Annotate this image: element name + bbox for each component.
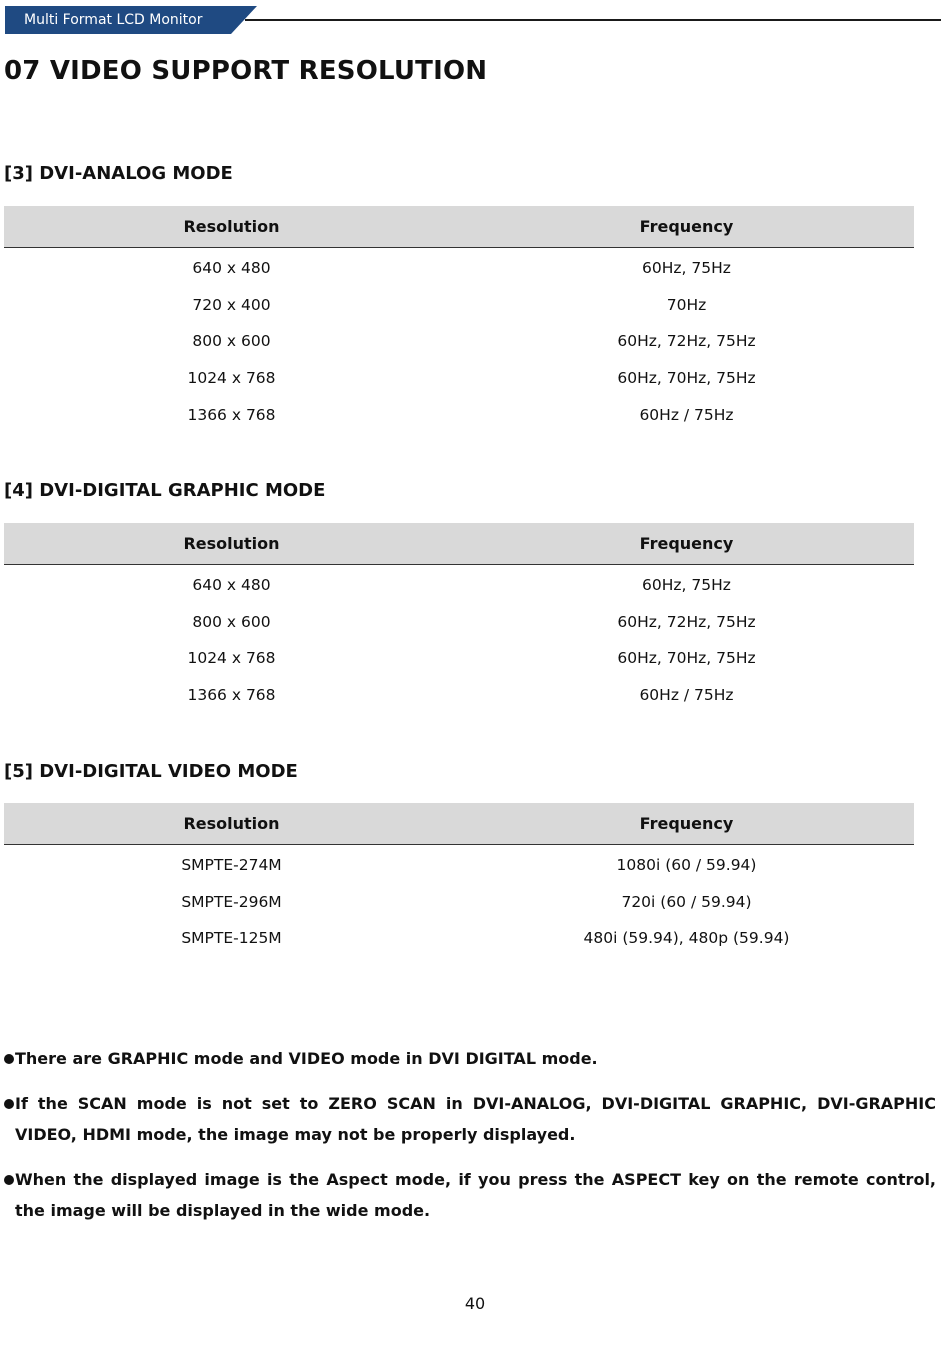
table-row [4,565,914,604]
table-row [4,884,914,921]
cell-frequency: 60Hz, 75Hz [642,259,731,278]
cell-resolution: 1366 x 768 [187,686,276,705]
column-header-resolution: Resolution [4,206,459,248]
header-rule [245,19,941,21]
cell-resolution: 640 x 480 [192,576,271,595]
note-item [4,1088,936,1150]
table-row [4,677,914,714]
table-row [4,248,914,287]
cell-frequency: 60Hz / 75Hz [639,686,734,705]
table-row [4,640,914,677]
note-text: When the displayed image is the Aspect mode, if you press the ASPECT key on the remote control, the image will be displayed in the wide mode. [15,1170,936,1220]
cell-resolution: 1366 x 768 [187,405,276,424]
table-row [4,920,914,957]
column-header-frequency: Frequency [459,523,914,565]
column-header-resolution: Resolution [4,803,459,845]
table-row [4,604,914,641]
cell-frequency: 70Hz [666,295,707,314]
table-header-row [4,803,914,845]
cell-frequency: 720i (60 / 59.94) [621,892,752,911]
cell-frequency: 60Hz, 70Hz, 75Hz [617,369,756,388]
table-dvi-digital-graphic [4,523,914,713]
table-header-row [4,206,914,248]
bullet-dot-icon [4,1099,14,1109]
cell-resolution: SMPTE-296M [181,892,282,911]
cell-frequency: 60Hz, 72Hz, 75Hz [617,612,756,631]
cell-frequency: 1080i (60 / 59.94) [616,856,757,875]
table-row [4,845,914,884]
column-header-frequency: Frequency [459,206,914,248]
cell-frequency: 60Hz / 75Hz [639,405,734,424]
page-title: 07 VIDEO SUPPORT RESOLUTION [4,56,488,86]
bullet-dot-icon [4,1054,14,1064]
cell-resolution: SMPTE-274M [181,856,282,875]
cell-resolution: 1024 x 768 [187,649,276,668]
section-title-dvi-digital-graphic: [4] DVI-DIGITAL GRAPHIC MODE [4,480,326,501]
notes-list [4,1043,936,1240]
cell-resolution: 640 x 480 [192,259,271,278]
cell-frequency: 480i (59.94), 480p (59.94) [583,929,790,948]
note-text: There are GRAPHIC mode and VIDEO mode in DVI DIGITAL mode. [15,1049,598,1068]
table-row [4,287,914,324]
table-row [4,360,914,397]
section-title-dvi-digital-video: [5] DVI-DIGITAL VIDEO MODE [4,761,298,782]
page-number: 40 [464,1294,486,1313]
cell-frequency: 60Hz, 70Hz, 75Hz [617,649,756,668]
note-item [4,1043,936,1074]
cell-resolution: 800 x 600 [192,332,271,351]
cell-frequency: 60Hz, 72Hz, 75Hz [617,332,756,351]
cell-frequency: 60Hz, 75Hz [642,576,731,595]
table-dvi-digital-video [4,803,914,957]
header-banner [5,6,257,34]
cell-resolution: 1024 x 768 [187,369,276,388]
section-title-dvi-analog: [3] DVI-ANALOG MODE [4,163,233,184]
table-header-row [4,523,914,565]
cell-resolution: 800 x 600 [192,612,271,631]
header-title: Multi Format LCD Monitor [24,12,203,28]
column-header-frequency: Frequency [459,803,914,845]
cell-resolution: 720 x 400 [192,295,271,314]
table-row [4,323,914,360]
cell-resolution: SMPTE-125M [181,929,282,948]
note-text: If the SCAN mode is not set to ZERO SCAN in DVI-ANALOG, DVI-DIGITAL GRAPHIC, DVI-GRAPHIC VIDEO, HDMI mode, the image may not be properly displayed. [15,1094,936,1144]
table-dvi-analog [4,206,914,433]
note-item [4,1164,936,1226]
table-row [4,396,914,433]
bullet-dot-icon [4,1175,14,1185]
column-header-resolution: Resolution [4,523,459,565]
